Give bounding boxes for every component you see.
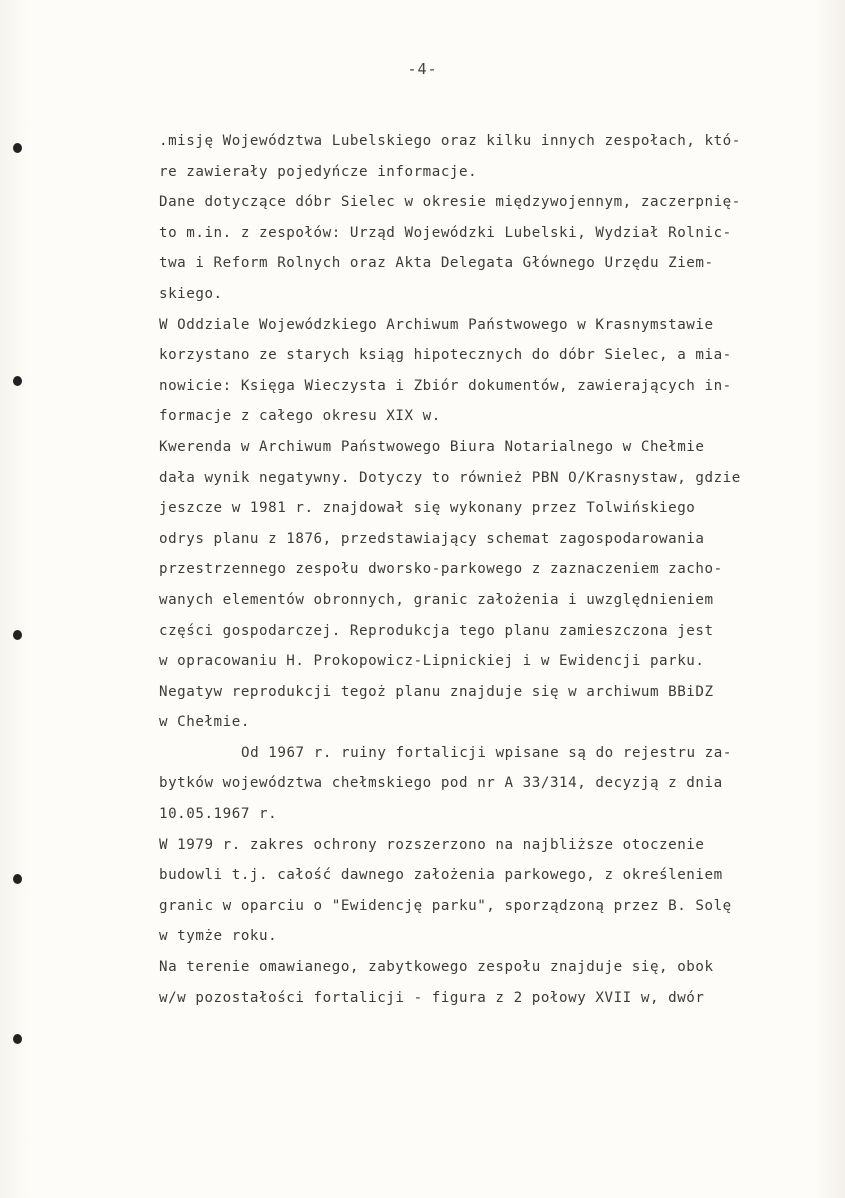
- text-line: to m.in. z zespołów: Urząd Wojewódzki Lubelski, Wydział Rolnic-: [159, 224, 732, 241]
- text-line: granic w oparciu o "Ewidencję parku", sporządzoną przez B. Solę: [159, 897, 732, 914]
- text-line: re zawierały pojedyńcze informacje.: [159, 163, 478, 180]
- text-line: 10.05.1967 r.: [159, 806, 278, 823]
- text-line: skiego.: [159, 285, 223, 302]
- text-line: W 1979 r. zakres ochrony rozszerzono na najbliższe otoczenie: [159, 836, 705, 853]
- text-line: Od 1967 r. ruiny fortalicji wpisane są do rejestru za-: [241, 744, 732, 761]
- text-line: jeszcze w 1981 r. znajdował się wykonany przez Tolwińskiego: [159, 500, 696, 517]
- text-line: budowli t.j. całość dawnego założenia parkowego, z określeniem: [159, 867, 723, 884]
- body-text: [159, 126, 819, 1013]
- text-line: w/w pozostałości fortalicji - figura z 2 połowy XVII w, dwór: [159, 989, 705, 1006]
- text-line: wanych elementów obronnych, granic założenia i uwzględnieniem: [159, 591, 714, 608]
- text-line: części gospodarczej. Reprodukcja tego planu zamieszczona jest: [159, 622, 714, 639]
- text-line: Negatyw reprodukcji tegoż planu znajduje się w archiwum BBiDZ: [159, 683, 714, 700]
- text-line: Kwerenda w Archiwum Państwowego Biura Notarialnego w Chełmie: [159, 438, 705, 455]
- text-line: w opracowaniu H. Prokopowicz-Lipnickiej i w Ewidencji parku.: [159, 653, 705, 670]
- text-line: .misję Województwa Lubelskiego oraz kilku innych zespołach, któ-: [159, 133, 741, 149]
- text-line: Dane dotyczące dóbr Sielec w okresie międzywojennym, zaczerpnię-: [159, 194, 741, 211]
- text-line: nowicie: Księga Wieczysta i Zbiór dokumentów, zawierających in-: [159, 377, 732, 394]
- text-line: przestrzennego zespołu dworsko-parkowego z zaznaczeniem zacho-: [159, 561, 723, 578]
- text-line: korzystano ze starych ksiąg hipotecznych do dóbr Sielec, a mia-: [159, 347, 732, 364]
- text-line: odrys planu z 1876, przedstawiający schemat zagospodarowania: [159, 530, 705, 547]
- text-line: twa i Reform Rolnych oraz Akta Delegata Głównego Urzędu Ziem-: [159, 255, 714, 272]
- text-line: bytków województwa chełmskiego pod nr A 33/314, decyzją z dnia: [159, 775, 723, 792]
- punch-hole-5: [13, 1034, 22, 1044]
- text-line: Na terenie omawianego, zabytkowego zespołu znajduje się, obok: [159, 959, 714, 976]
- punch-hole-4: [13, 874, 22, 884]
- text-line: formacje z całego okresu XIX w.: [159, 408, 441, 425]
- page-number: -4-: [407, 60, 438, 78]
- text-line: W Oddziale Wojewódzkiego Archiwum Państwowego w Krasnymstawie: [159, 316, 714, 333]
- text-line: w tymże roku.: [159, 928, 278, 945]
- punch-hole-3: [13, 630, 22, 640]
- punch-hole-1: [13, 143, 22, 153]
- punch-hole-2: [13, 376, 22, 386]
- text-line: w Chełmie.: [159, 714, 250, 731]
- text-line: dała wynik negatywny. Dotyczy to również PBN O/Krasnystaw, gdzie: [159, 469, 741, 486]
